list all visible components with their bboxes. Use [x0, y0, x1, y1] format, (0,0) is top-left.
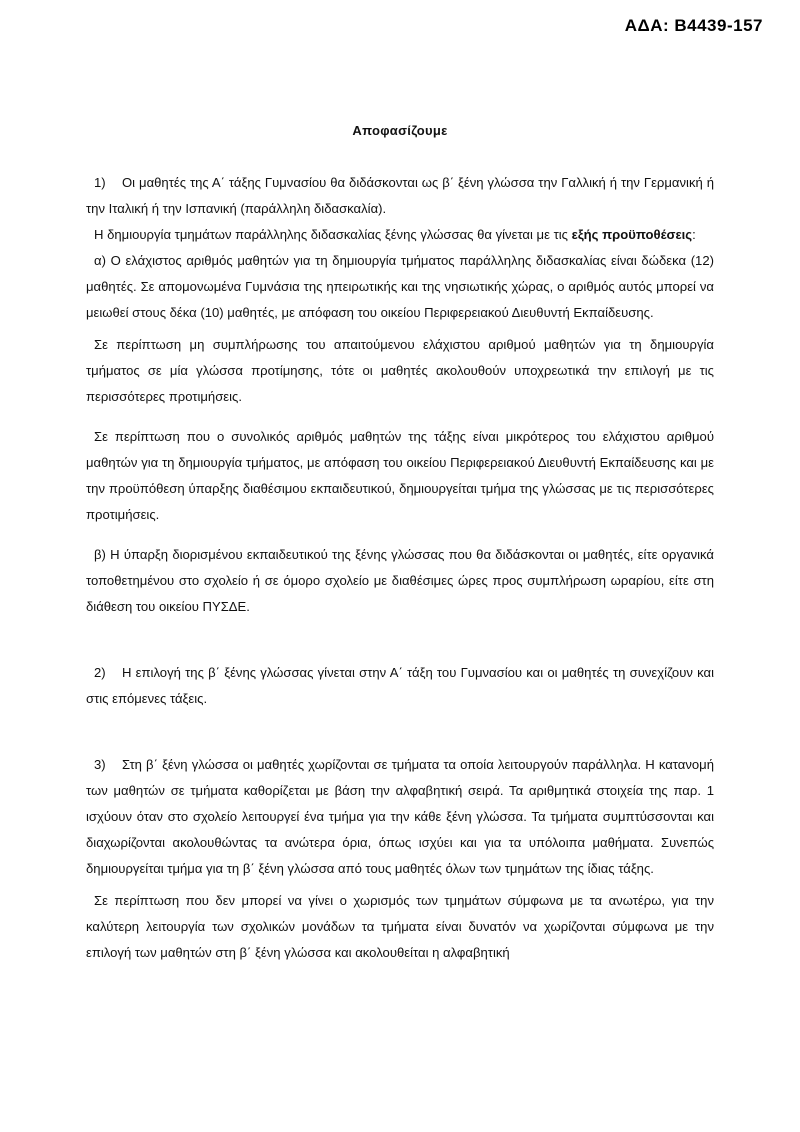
item-2-text: Η επιλογή της β΄ ξένης γλώσσας γίνεται στην Α΄ τάξη του Γυμνασίου και οι μαθητές τη συνεχίζουν και στις επόμενες τάξεις.	[86, 665, 714, 706]
item-2-number: 2)	[94, 665, 106, 680]
item-1	[86, 170, 714, 222]
conditions-bold: εξής προϋποθέσεις	[571, 227, 693, 242]
paragraph-total: Σε περίπτωση που ο συνολικός αριθμός μαθητών της τάξης είναι μικρότερος του ελάχιστου αριθμού μαθητών για τη δημιουργία τμήματος, με απόφαση του οικείου Περιφερειακού Διευθυντή Εκπαίδευσης και με την προϋπόθεση ύπαρξης διαθέσιμου εκπαιδευτικού, δημιουργείται τμήμα της γλώσσας με τις περισσότερες προτιμήσεις.	[86, 429, 714, 522]
item-2	[86, 660, 714, 712]
item-3-text: Στη β΄ ξένη γλώσσα οι μαθητές χωρίζονται σε τμήματα τα οποία λειτουργούν παράλληλα. Η κατανομή των μαθητών σε τμήματα καθορίζεται με βάση την αλφαβητική σειρά. Τα αριθμητικά στοιχεία της παρ. 1 ισχύουν όταν στο σχολείο λειτουργεί ένα τμήμα για την κάθε ξένη γλώσσα. Τα τμήματα συμπτύσσονται και διαχωρίζονται ακολουθώντας τα ανώτερα όρια, όπως ισχύει και για τα υπόλοιπα μαθήματα. Συνεπώς δημιουργείται τμήμα για τη β΄ ξένη γλώσσα από τους μαθητές όλων των τμημάτων της ίδιας τάξης.	[86, 757, 714, 876]
item-3	[86, 752, 714, 882]
condition-a: α) Ο ελάχιστος αριθμός μαθητών για τη δημιουργία τμήματος παράλληλης διδασκαλίας είναι δώδεκα (12) μαθητές. Σε απομονωμένα Γυμνάσια της ηπειρωτικής και της νησιωτικής χώρας, ο αριθμός αυτός μπορεί να μειωθεί στους δέκα (10) μαθητές, με απόφαση του οικείου Περιφερειακού Διευθυντή Εκπαίδευσης.	[86, 253, 714, 320]
document-body	[86, 118, 714, 966]
condition-b: β) Η ύπαρξη διορισμένου εκπαιδευτικού της ξένης γλώσσας που θα διδάσκονται οι μαθητές, είτε οργανικά τοποθετημένου στο σχολείο ή σε όμορο σχολείο με διαθέσιμες ώρες προς συμπλήρωση ωραρίου, είτε στη διάθεση του οικείου ΠΥΣΔΕ.	[86, 547, 714, 614]
item-1-text: Οι μαθητές της Α΄ τάξης Γυμνασίου θα διδάσκονται ως β΄ ξένη γλώσσα την Γαλλική ή την Γερμανική ή την Ιταλική ή την Ισπανική (παράλληλη διδασκαλία).	[86, 175, 714, 216]
conditions-colon: :	[692, 227, 696, 242]
conditions-intro-text: Η δημιουργία τμημάτων παράλληλης διδασκαλίας ξένης γλώσσας θα γίνεται με τις	[94, 227, 572, 242]
page-title: Αποφασίζουμε	[352, 123, 448, 138]
ada-code: ΑΔΑ: Β4439-157	[624, 16, 763, 35]
conditions-intro	[86, 222, 714, 248]
item-1-number: 1)	[94, 175, 106, 190]
paragraph-shortfall: Σε περίπτωση μη συμπλήρωσης του απαιτούμενου ελάχιστου αριθμού μαθητών για τη δημιουργία τμήματος σε μία γλώσσα προτίμησης, τότε οι μαθητές ακολουθούν υποχρεωτικά την επιλογή με τις περισσότερες προτιμήσεις.	[86, 337, 714, 404]
item-3-number: 3)	[94, 757, 106, 772]
paragraph-last: Σε περίπτωση που δεν μπορεί να γίνει ο χωρισμός των τμημάτων σύμφωνα με τα ανωτέρω, για την καλύτερη λειτουργία των σχολικών μονάδων τα τμήματα είναι δυνατόν να χωρίζονται σύμφωνα με την επιλογή των μαθητών στη β΄ ξένη γλώσσα και ακολουθείται η αλφαβητική	[86, 893, 714, 960]
